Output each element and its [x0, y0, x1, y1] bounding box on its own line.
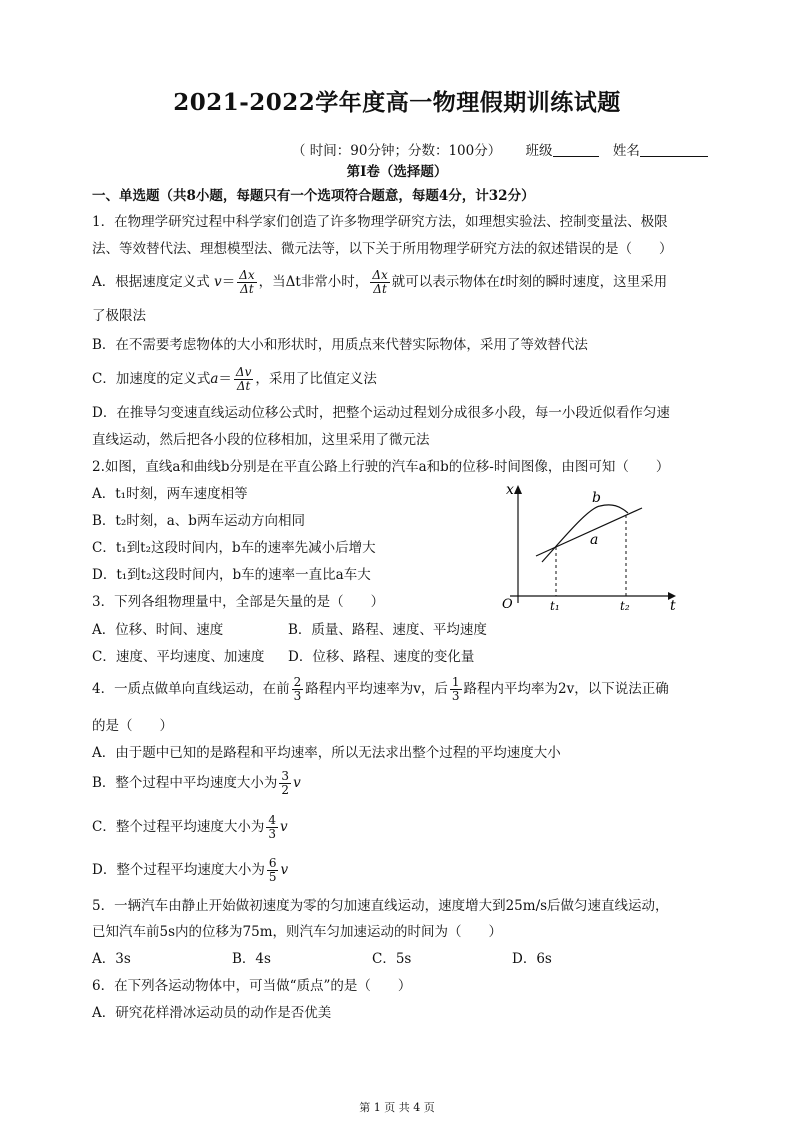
- fraction-one-third: $\frac{1}{3}$: [451, 675, 460, 703]
- x-axis-arrow: [514, 485, 522, 494]
- q3-option-a: A．位移、时间、速度: [92, 622, 224, 638]
- page-footer: 第 1 页 共 4 页: [359, 1101, 435, 1114]
- t1-label: t₁: [550, 599, 560, 613]
- q2-position-time-graph: [480, 478, 690, 618]
- curve-b-label: b: [592, 490, 601, 506]
- q2-option-d: D．t₁到t₂这段时间内，b车的速率一直比a车大: [92, 567, 371, 583]
- q4-option-b: B．整个过程中平均速度大小为 $\frac{3}{2}$ v: [92, 769, 301, 797]
- q1-option-a-cont: 了极限法: [92, 308, 146, 324]
- q5-option-b: B．4s: [232, 951, 271, 967]
- q4-option-a: A．由于题中已知的是路程和平均速率，所以无法求出整个过程的平均速度大小: [92, 745, 561, 761]
- class-label: 班级: [525, 143, 553, 159]
- fraction-two-thirds: $\frac{2}{3}$: [293, 675, 302, 703]
- origin-label: O: [502, 597, 513, 612]
- t-axis-label: t: [670, 598, 676, 614]
- fraction-dx-dt: $\frac{\Delta x}{\Delta t}$: [239, 268, 255, 296]
- line-a-label: a: [590, 532, 599, 548]
- q4-stem-line1: 4．一质点做单向直线运动，在前 $\frac{2}{3}$ 路程内平均速率为v，后 $\frac{1}{3}$ 路程内平均率为2v，以下说法正确: [92, 675, 669, 703]
- q3-option-d: D．位移、路程、速度的变化量: [288, 649, 475, 665]
- q4-option-c: C．整个过程平均速度大小为 $\frac{4}{3}$ v: [92, 813, 288, 841]
- name-blank[interactable]: [640, 142, 708, 157]
- q2-stem: 2.如图，直线a和曲线b分别是在平直公路上行驶的汽车a和b的位移-时间图像，由图可知（ ）: [92, 459, 670, 475]
- q1-stem-line2: 法、等效替代法、理想模型法、微元法等，以下关于所用物理学研究方法的叙述错误的是（ ）: [92, 241, 673, 257]
- name-label: 姓名: [612, 143, 640, 159]
- class-blank[interactable]: [553, 142, 599, 157]
- q1-option-c: C．加速度的定义式a＝ $\frac{\Delta v}{\Delta t}$ ，采用了比值定义法: [92, 365, 377, 393]
- q6-option-a: A．研究花样滑冰运动员的动作是否优美: [92, 1005, 332, 1021]
- page-title: 2021-2022学年度高一物理假期训练试题: [173, 89, 621, 116]
- q3-option-b: B．质量、路程、速度、平均速度: [288, 622, 487, 638]
- q2-option-b: B．t₂时刻，a、b两车运动方向相同: [92, 513, 305, 529]
- x-axis-label: x: [506, 482, 514, 498]
- q2-option-c: C．t₁到t₂这段时间内，b车的速率先减小后增大: [92, 540, 376, 556]
- q4-option-d: D．整个过程平均速度大小为 $\frac{6}{5}$ v: [92, 856, 289, 884]
- q1-option-b: B．在不需要考虑物体的大小和形状时，用质点来代替实际物体，采用了等效替代法: [92, 337, 588, 353]
- q1-stem-line1: 1．在物理学研究过程中科学家们创造了许多物理学研究方法，如理想实验法、控制变量法、极限: [92, 214, 668, 230]
- fraction-dx-dt-2: $\frac{\Delta x}{\Delta t}$: [372, 268, 388, 296]
- q5-stem-line1: 5．一辆汽车由静止开始做初速度为零的匀加速直线运动，速度增大到25m/s后做匀速直线运动，: [92, 898, 669, 914]
- q5-option-a: A．3s: [92, 951, 131, 967]
- q1-option-a: A．根据速度定义式 v＝ $\frac{\Delta x}{\Delta t}$ ，当Δt非常小时， $\frac{\Delta x}{\Delta t}$ 就可以表示物体在t时刻的瞬时速度，这里采用: [92, 268, 668, 296]
- q5-stem-line2: 已知汽车前5s内的位移为75m，则汽车匀加速运动的时间为（ ）: [92, 924, 502, 940]
- q5-option-d: D．6s: [512, 951, 552, 967]
- q5-option-c: C．5s: [372, 951, 412, 967]
- section-heading: 一、单选题（共8小题，每题只有一个选项符合题意，每题4分，计32分）: [92, 188, 535, 204]
- q6-stem: 6．在下列各运动物体中，可当做“质点”的是（ ）: [92, 978, 412, 994]
- fraction-dv-dt: $\frac{\Delta v}{\Delta t}$: [235, 365, 252, 393]
- t2-label: t₂: [620, 599, 630, 613]
- q3-option-c: C．速度、平均速度、加速度: [92, 649, 265, 665]
- q1-option-d-line2: 直线运动，然后把各小段的位移相加，这里采用了微元法: [92, 432, 430, 448]
- q1-option-d-line1: D．在推导匀变速直线运动位移公式时，把整个运动过程划分成很多小段，每一小段近似看作匀速: [92, 405, 670, 421]
- volume-heading: 第Ⅰ卷（选择题）: [346, 164, 448, 180]
- time-score-info: （ 时间：90分钟；分数：100分）: [292, 143, 502, 159]
- exam-info: [292, 142, 708, 160]
- q2-option-a: A．t₁时刻，两车速度相等: [92, 486, 248, 502]
- q3-stem: 3．下列各组物理量中，全部是矢量的是（ ）: [92, 594, 385, 610]
- q4-stem-line2: 的是（ ）: [92, 718, 173, 734]
